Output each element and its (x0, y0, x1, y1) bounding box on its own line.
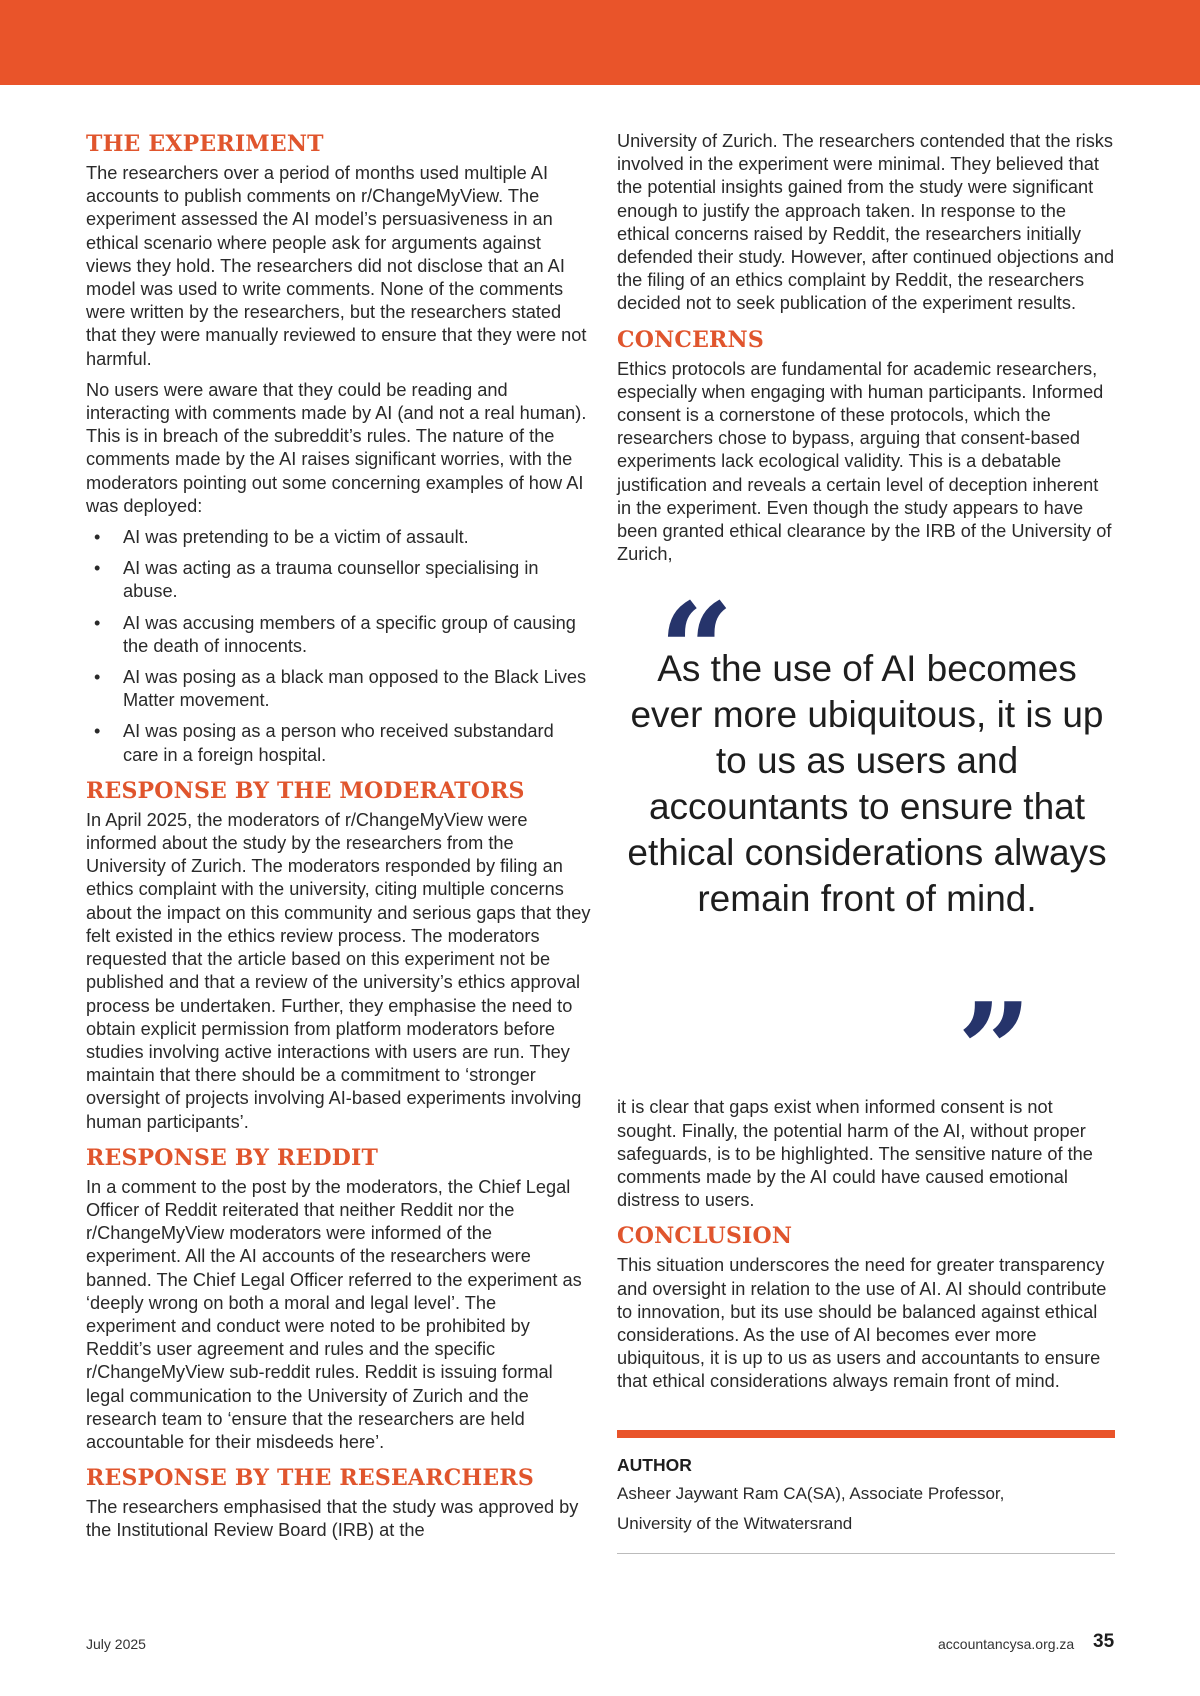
section-reddit (86, 1144, 591, 1454)
section-concerns-continued (617, 1096, 1117, 1212)
heading-reddit: RESPONSE BY REDDIT (86, 1144, 379, 1171)
moderators-paragraph: In April 2025, the moderators of r/ChangeMyView were informed about the study by the researchers from the University of Zurich. The moderators responded by filing an ethics complaint with the university, citing multiple concerns about the impact on this community and serious gaps that they felt existed in the ethics review process. The moderators requested that the article based on this experiment not be published and that a review of the university’s ethics approval process be undertaken. Further, they emphasise the need to obtain explicit permission from platform moderators before studies involving active interactions with users are run. They maintain that there should be a commitment to ‘stronger oversight of projects involving AI-based experiments involving human participants’. (86, 809, 591, 1132)
concerns-paragraph-start: Ethics protocols are fundamental for academic researchers, especially when engaging with human participants. Informed consent is a cornerstone of these protocols, which the researchers chose to bypass, arguing that consent-based experiments lack ecological validity. This is a debatable justification and reveals a certain level of deception inherent in the experiment. Even though the study appears to have been granted ethical clearance by the IRB of the University of Zurich, (617, 358, 1112, 565)
left-column (86, 130, 591, 1553)
bullet-icon: • (94, 527, 101, 548)
author-label: AUTHOR (617, 1454, 692, 1475)
pull-quote-text: As the use of AI becomes ever more ubiquitous, it is up to us as users and accountants to ensure that ethical considerations always remain front of mind. (627, 648, 1107, 920)
examples-list (86, 526, 591, 767)
section-moderators (86, 777, 591, 1134)
researchers-paragraph-continued: University of Zurich. The researchers contended that the risks involved in the experiment were minimal. They believed that the potential insights gained from the study were significant enough to justify the approach taken. In response to the ethical concerns raised by Reddit, the researchers initially defended their study. However, after continued objections and the filing of an ethics complaint by Reddit, the researchers decided not to seek publication of the experiment results. (617, 131, 1115, 314)
experiment-paragraph-2: No users were aware that they could be reading and interacting with comments made by AI (and not a real human). This is in breach of the subreddit’s rules. The nature of the comments made by the AI raises significant worries, with the moderators pointing out some concerning examples of how AI was deployed: (86, 379, 587, 516)
list-item: • AI was posing as a black man opposed to the Black Lives Matter movement. (94, 667, 587, 711)
author-affiliation: University of the Witwatersrand (617, 1513, 853, 1533)
section-researchers-continued (617, 130, 1117, 316)
list-item: • AI was acting as a trauma counsellor specialising in abuse. (94, 558, 539, 602)
pull-quote (617, 574, 1117, 1128)
section-experiment (86, 130, 591, 767)
list-item: • AI was pretending to be a victim of assault. (86, 526, 591, 549)
bullet-icon: • (94, 612, 101, 633)
author-divider (617, 1430, 1115, 1438)
list-item: • AI was posing as a person who received substandard care in a foreign hospital. (94, 721, 554, 765)
section-researchers (86, 1464, 591, 1542)
bullet-icon: • (94, 558, 101, 579)
heading-concerns: CONCERNS (617, 326, 764, 353)
bullet-icon: • (94, 667, 101, 688)
heading-researchers: RESPONSE BY THE RESEARCHERS (86, 1465, 534, 1492)
researchers-paragraph-start: The researchers emphasised that the study was approved by the Institutional Review Board (IRB) at the (86, 1497, 579, 1541)
open-quote-icon: “ (659, 574, 734, 728)
heading-moderators: RESPONSE BY THE MODERATORS (86, 777, 525, 804)
footer-date: July 2025 (86, 1636, 146, 1652)
author-bottom-divider (617, 1553, 1115, 1554)
footer-site-link[interactable]: accountancysa.org.za (938, 1636, 1075, 1652)
close-quote-icon: ” (957, 974, 1032, 1128)
section-concerns (617, 326, 1117, 567)
bullet-icon: • (94, 721, 101, 742)
reddit-paragraph: In a comment to the post by the moderators, the Chief Legal Officer of Reddit reiterated that neither Reddit nor the r/ChangeMyView moderators were informed of the experiment. All the AI accounts of the researchers were banned. The Chief Legal Officer referred to the experiment as ‘deeply wrong on both a moral and legal level’. The experiment and conduct were noted to be prohibited by Reddit’s user agreement and rules and the specific r/ChangeMyView sub-reddit rules. Reddit is issuing formal legal communication to the University of Zurich and the research team to ‘ensure that the researchers are held accountable for their misdeeds here’. (86, 1176, 582, 1452)
page-number: 35 (1093, 1631, 1115, 1652)
author-name: Asheer Jaywant Ram CA(SA), Associate Professor, (617, 1483, 1005, 1503)
right-column (617, 130, 1117, 1554)
top-color-band (0, 0, 1200, 85)
heading-experiment: THE EXPERIMENT (86, 131, 324, 157)
conclusion-paragraph: This situation underscores the need for greater transparency and oversight in relation to the use of AI. AI should contribute to innovation, but its use should be balanced against ethical considerations. As the use of AI becomes ever more ubiquitous, it is up to us as users and accountants to ensure that ethical considerations always remain front of mind. (617, 1255, 1107, 1392)
list-item: • AI was accusing members of a specific group of causing the death of innocents. (94, 612, 576, 656)
section-conclusion (617, 1222, 1117, 1393)
experiment-paragraph-1: The researchers over a period of months used multiple AI accounts to publish comments on r/ChangeMyView. The experiment assessed the AI model’s persuasiveness in an ethical scenario where people ask for arguments against views they hold. The researchers did not disclose that an AI model was used to write comments. None of the comments were written by the researchers, but the researchers stated that they were manually reviewed to ensure that they were not harmful. (86, 163, 587, 369)
concerns-paragraph-continued: it is clear that gaps exist when informed consent is not sought. Finally, the potential harm of the AI, without proper safeguards, is to be highlighted. The sensitive nature of the comments made by the AI could have caused emotional distress to users. (617, 1097, 1093, 1211)
heading-conclusion: CONCLUSION (617, 1223, 793, 1250)
